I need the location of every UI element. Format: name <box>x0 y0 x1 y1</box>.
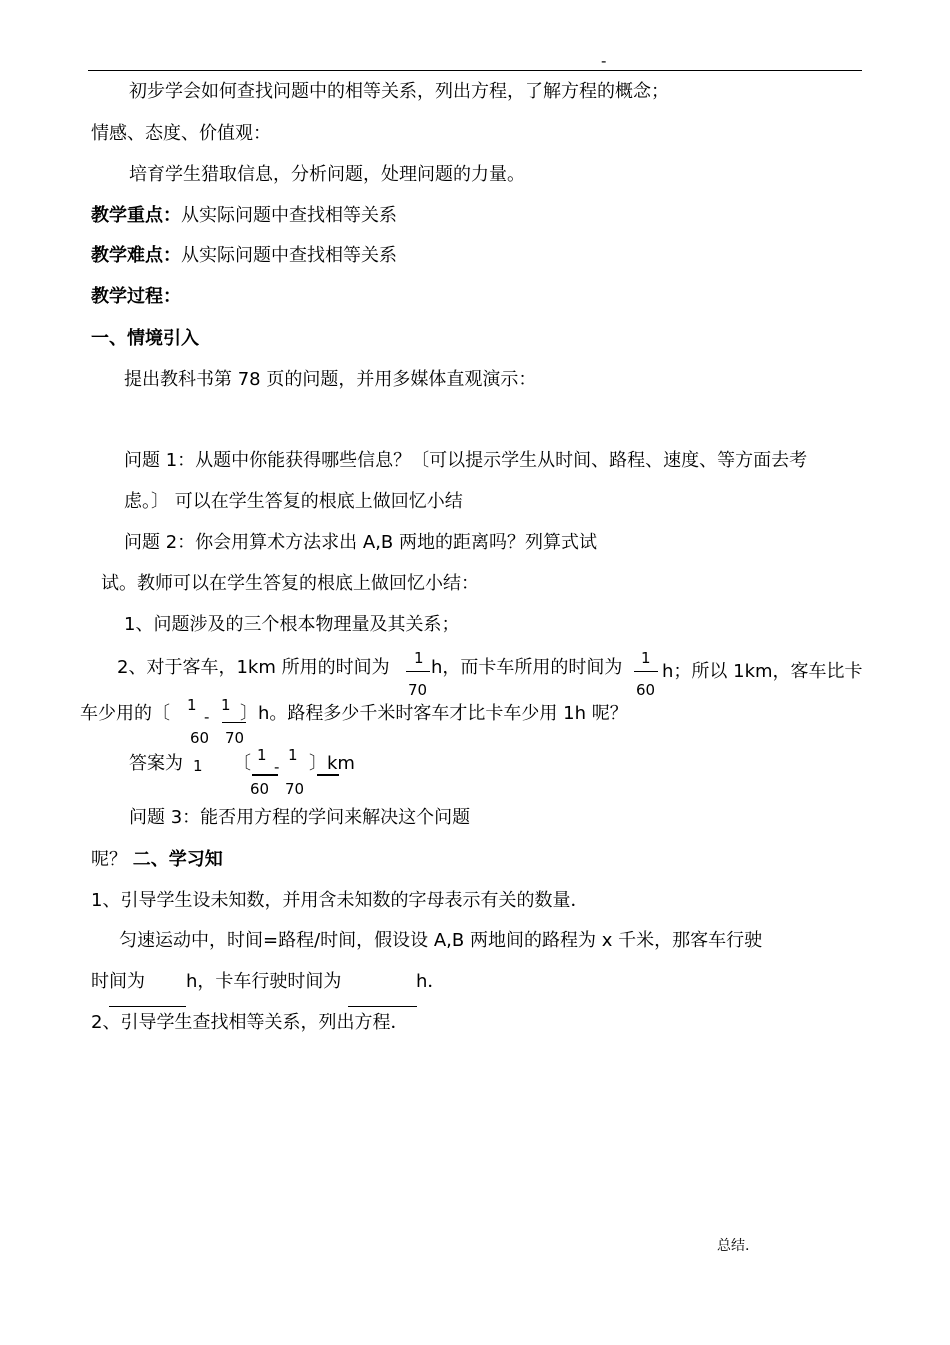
section1-title: 一、情境引入 <box>91 328 199 349</box>
section2-item2: 2、引导学生查找相等关系，列出方程． <box>91 1012 409 1033</box>
answer-paren: 〔 <box>233 753 251 774</box>
fraction-numerator: 1 <box>221 696 231 714</box>
car-line-text: 〕h。路程多少千米时客车才比卡车少用 1h 呢？ <box>240 703 628 724</box>
answer-blank <box>348 1006 417 1007</box>
fraction-denominator: 60 <box>190 729 210 747</box>
objective-heading: 情感、态度、价值观： <box>91 123 271 144</box>
question1-line: 虑。〕 可以在学生答复的根底上做回忆小结 <box>124 491 463 512</box>
objective-line: 培育学生猎取信息，分析问题，处理问题的力量。 <box>129 164 525 185</box>
fraction-numerator: 1 <box>288 746 298 764</box>
minus-sign: - <box>204 708 210 726</box>
point2-text: h，而卡车所用的时间为 <box>431 657 623 678</box>
difficulty-row <box>91 245 397 267</box>
question2-line: 试。教师可以在学生答复的根底上做回忆小结： <box>101 573 479 594</box>
question3-end: 呢？ <box>91 849 127 870</box>
objective-line: 初步学会如何查找问题中的相等关系，列出方程，了解方程的概念； <box>129 81 669 102</box>
key-point-text: 从实际问题中查找相等关系 <box>181 205 397 226</box>
answer-label: 答案为 <box>129 753 183 774</box>
question3-line: 问题 3：能否用方程的学问来解决这个问题 <box>129 807 471 828</box>
fraction-denominator: 70 <box>285 780 305 798</box>
fraction-numerator: 1 <box>641 649 651 667</box>
car-line-text: 车少用的〔 <box>80 703 170 724</box>
answer-blank <box>109 1006 186 1007</box>
point2-text: h；所以 1km，客车比卡 <box>662 661 863 682</box>
fraction-denominator: 60 <box>250 780 270 798</box>
header-rule <box>88 70 862 71</box>
footer-text: 总结. <box>717 1238 750 1254</box>
difficulty-text: 从实际问题中查找相等关系 <box>181 245 397 266</box>
section2-item1-sub: 匀速运动中，时间=路程/时间，假设设 A,B 两地间的路程为 x 千米，那客车行驶 <box>119 930 763 951</box>
answer-underline <box>317 774 339 776</box>
blank-line-text: 时间为 <box>91 971 145 992</box>
fraction-numerator: 1 <box>187 696 197 714</box>
answer-end: 〕km <box>309 753 355 774</box>
section2-title: 二、学习知 <box>132 849 223 870</box>
fraction-numerator: 1 <box>257 746 267 764</box>
minus-sign: - <box>274 758 280 776</box>
blank-line-text: h． <box>416 971 446 992</box>
point1: 1、问题涉及的三个根本物理量及其关系； <box>124 614 460 635</box>
question2-line: 问题 2：你会用算术方法求出 A,B 两地的距离吗？列算式试 <box>124 532 597 553</box>
answer-one: 1 <box>193 757 203 775</box>
header-dash: - <box>601 52 607 70</box>
point2-text: 2、对于客车，1km 所用的时间为 <box>117 657 390 678</box>
fraction-denominator: 60 <box>636 681 656 699</box>
key-point-label: 教学重点： <box>91 205 181 226</box>
process-heading: 教学过程： <box>91 286 181 307</box>
fraction-denominator: 70 <box>408 681 428 699</box>
fraction-numerator: 1 <box>414 649 424 667</box>
key-point-row <box>91 205 397 227</box>
fraction-bar <box>634 671 658 672</box>
blank-line-text: h，卡车行驶时间为 <box>186 971 342 992</box>
question1-line: 问题 1：从题中你能获得哪些信息？〔可以提示学生从时间、路程、速度、等方面去考 <box>124 450 808 471</box>
fraction-bar <box>406 671 430 672</box>
section2-heading-row <box>91 849 223 871</box>
fraction-denominator: 70 <box>225 729 245 747</box>
section2-item1: 1、引导学生设未知数，并用含未知数的字母表示有关的数量． <box>91 890 589 911</box>
section1-intro: 提出教科书第 78 页的问题，并用多媒体直观演示： <box>124 369 537 390</box>
difficulty-label: 教学难点： <box>91 245 181 266</box>
